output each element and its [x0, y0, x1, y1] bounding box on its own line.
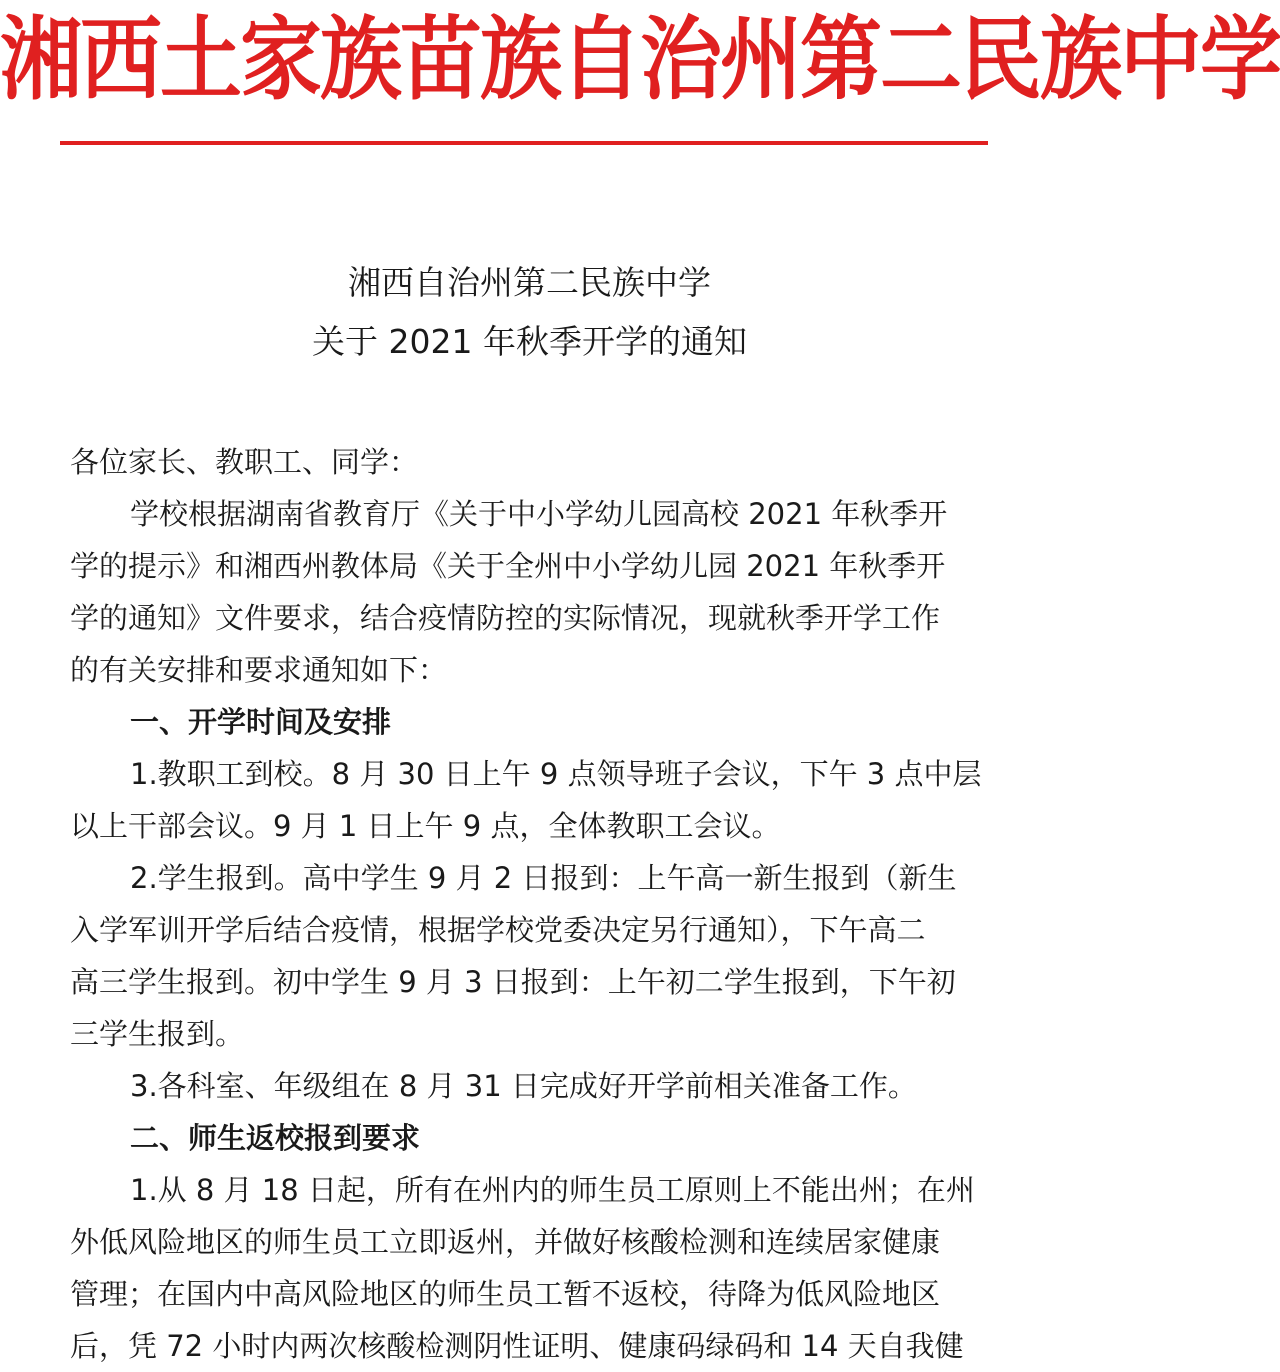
section1-item1-line: 1.教职工到校。8 月 30 日上午 9 点领导班子会议，下午 3 点中层 [130, 757, 982, 791]
section1-heading: 一、开学时间及安排 [130, 705, 392, 739]
notice-title-line2: 关于 2021 年秋季开学的通知 [312, 322, 747, 361]
intro-line: 的有关安排和要求通知如下： [70, 653, 448, 687]
masthead [0, 0, 1280, 140]
section2-heading: 二、师生返校报到要求 [130, 1121, 421, 1155]
red-divider-line [60, 141, 988, 145]
section1-item2-line: 高三学生报到。初中学生 9 月 3 日报到：上午初二学生报到，下午初 [70, 965, 956, 999]
intro-line: 学的通知》文件要求，结合疫情防控的实际情况，现就秋季开学工作 [70, 601, 941, 635]
section2-item1-line: 管理；在国内中高风险地区的师生员工暂不返校，待降为低风险地区 [70, 1277, 941, 1311]
section2-item1-line: 后，凭 72 小时内两次核酸检测阴性证明、健康码绿码和 14 天自我健 [70, 1329, 964, 1363]
section2-item1-line: 1.从 8 月 18 日起，所有在州内的师生员工原则上不能出州；在州 [130, 1173, 975, 1207]
salutation: 各位家长、教职工、同学： [70, 445, 419, 479]
section2-item1-line: 外低风险地区的师生员工立即返州，并做好核酸检测和连续居家健康 [70, 1225, 941, 1259]
notice-body [70, 436, 980, 1372]
notice-title-line1: 湘西自治州第二民族中学 [348, 263, 711, 302]
section1-item2-line: 三学生报到。 [70, 1017, 245, 1051]
section1-item2-line: 入学军训开学后结合疫情，根据学校党委决定另行通知），下午高二 [70, 913, 926, 947]
section1-item3-line: 3.各科室、年级组在 8 月 31 日完成好开学前相关准备工作。 [130, 1069, 917, 1103]
intro-line: 学校根据湖南省教育厅《关于中小学幼儿园高校 2021 年秋季开 [130, 497, 948, 531]
school-name-header: 湘西土家族苗族自治州第二民族中学 [0, 8, 1280, 113]
section1-item2-line: 2.学生报到。高中学生 9 月 2 日报到：上午高一新生报到（新生 [130, 861, 957, 895]
intro-line: 学的提示》和湘西州教体局《关于全州中小学幼儿园 2021 年秋季开 [70, 549, 946, 583]
section1-item1-line: 以上干部会议。9 月 1 日上午 9 点，全体教职工会议。 [70, 809, 781, 843]
